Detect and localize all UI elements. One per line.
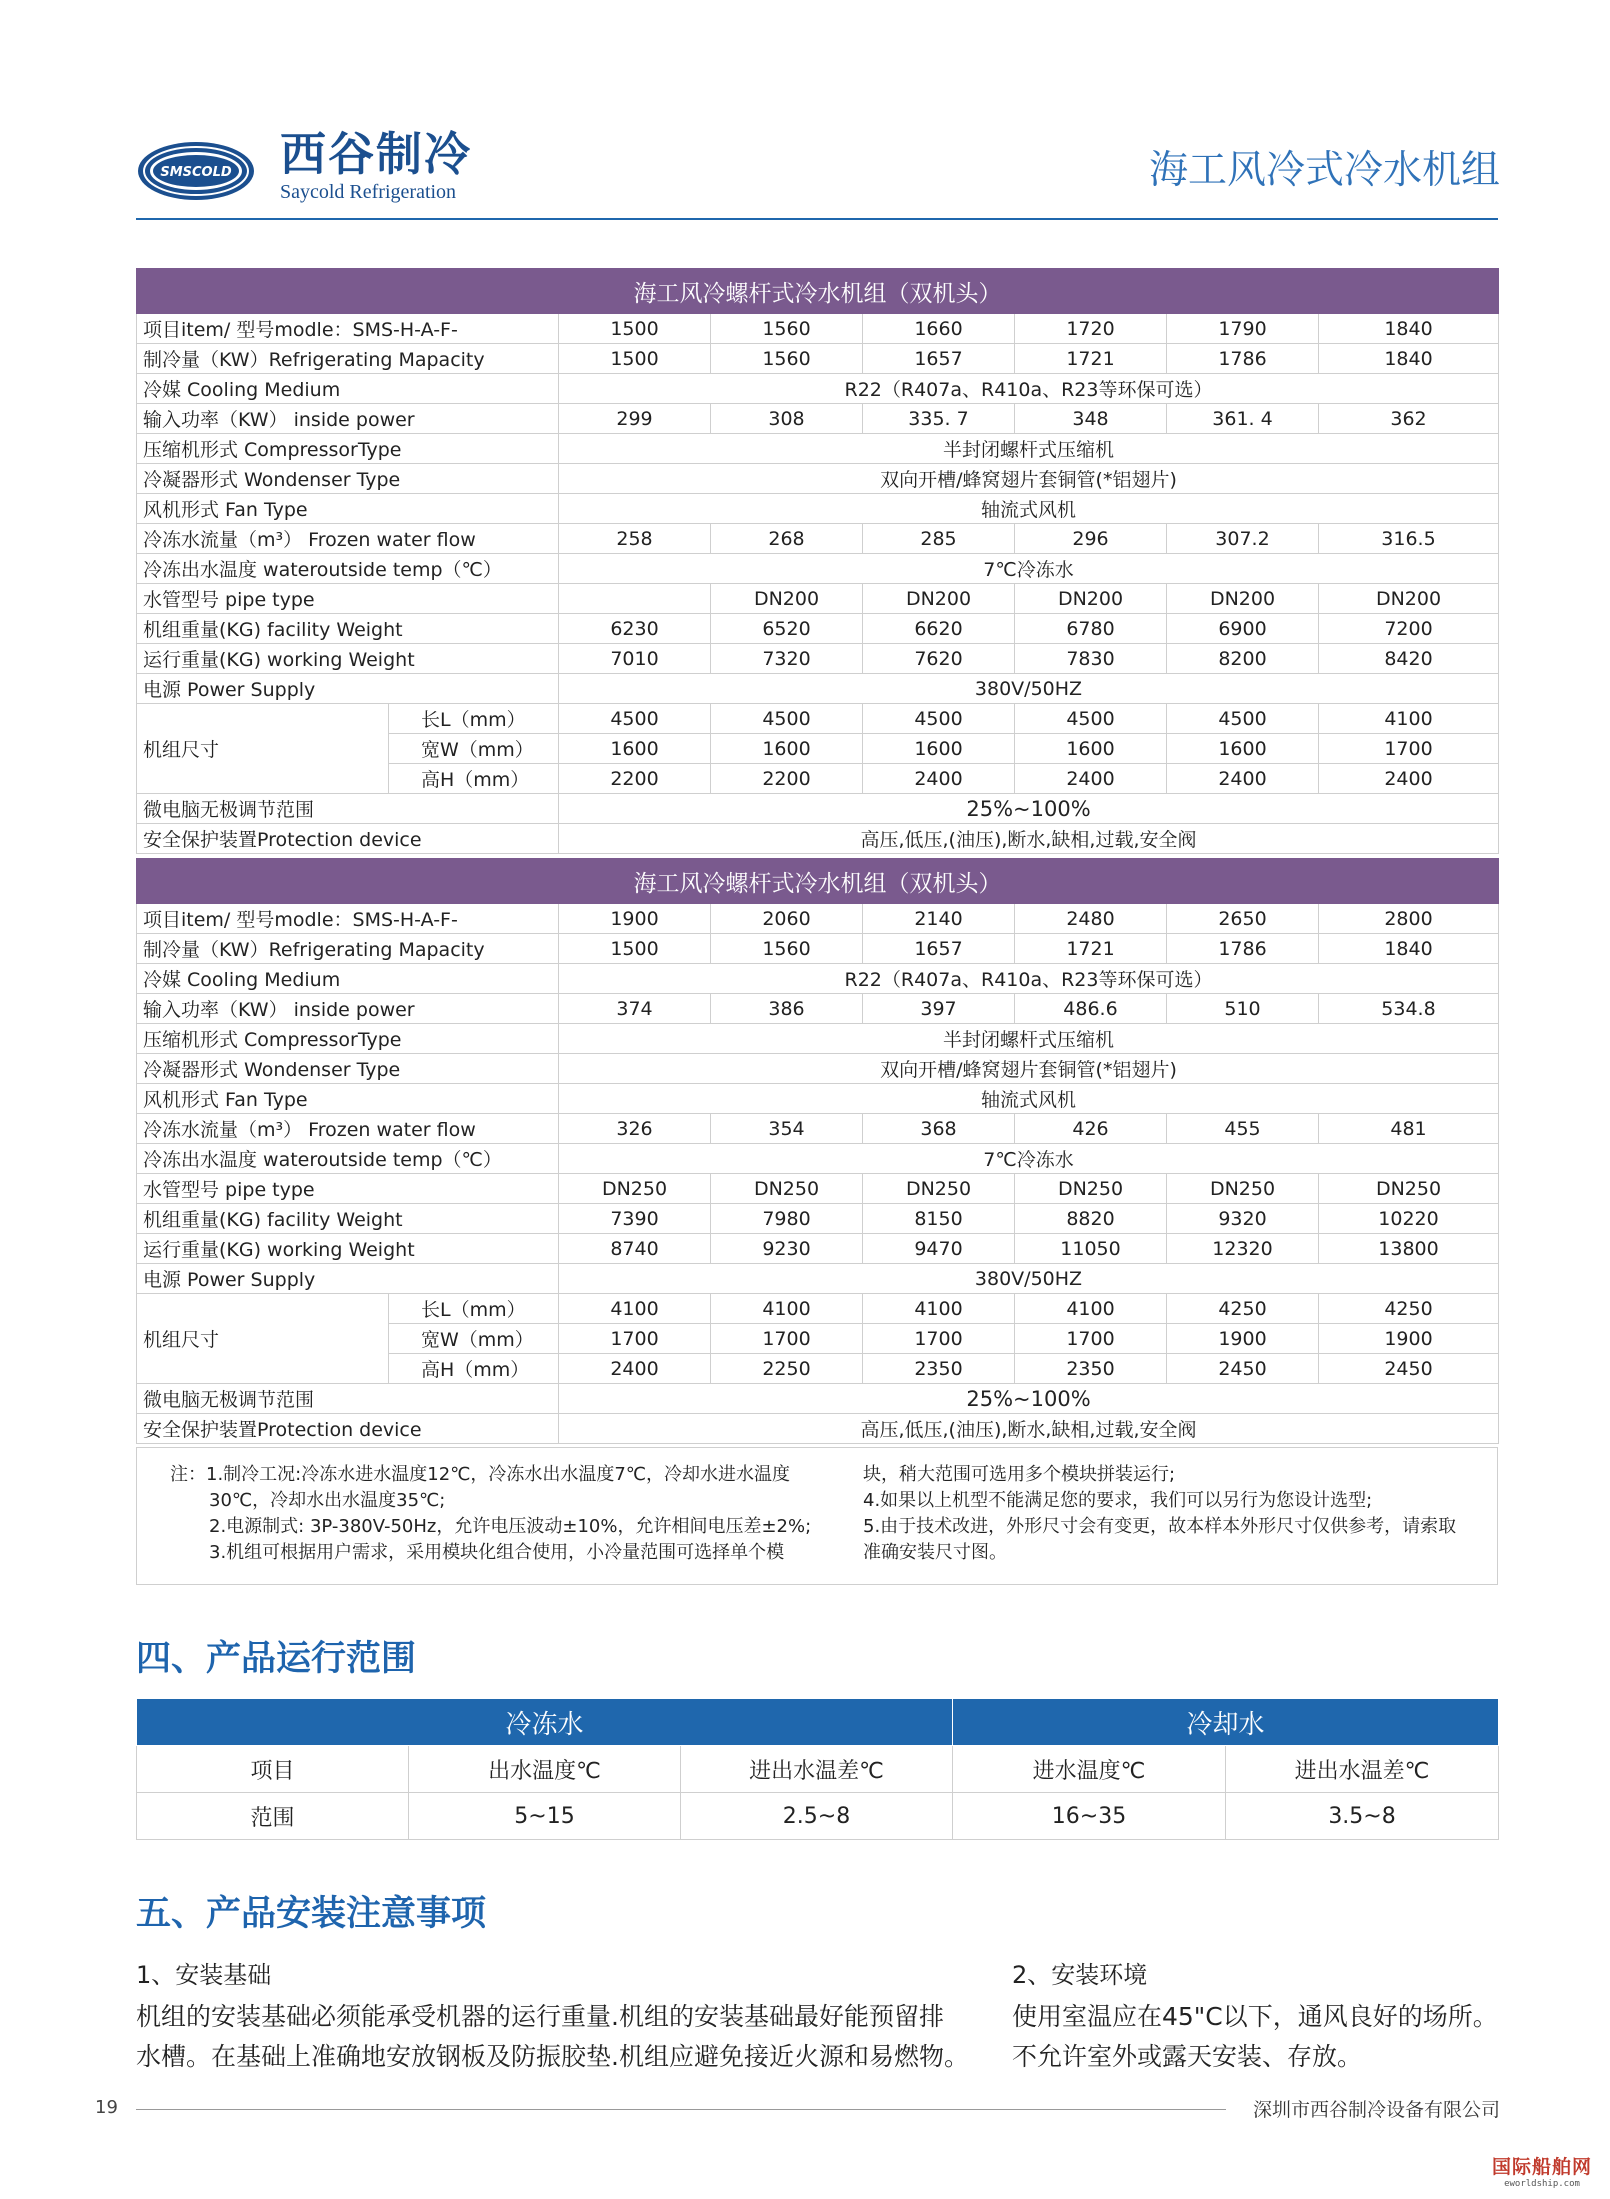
table-cell: 8740 — [559, 1234, 711, 1264]
table-cell: 半封闭螺杆式压缩机 — [559, 434, 1499, 464]
table-header-cell: 项目 — [137, 1746, 409, 1793]
table-cell: 轴流式风机 — [559, 1084, 1499, 1114]
model-cell: 1660 — [863, 314, 1015, 344]
table-cell: 1600 — [711, 734, 863, 764]
table-header-cell: 出水温度℃ — [409, 1746, 681, 1793]
row-label: 冷凝器形式 Wondenser Type — [137, 464, 559, 494]
table-cell: DN200 — [1319, 584, 1499, 614]
table-cell: 2250 — [711, 1354, 863, 1384]
table-cell: 25%~100% — [559, 794, 1499, 824]
table-cell: 4100 — [559, 1294, 711, 1324]
model-cell: 1560 — [711, 314, 863, 344]
table-cell: 481 — [1319, 1114, 1499, 1144]
install-foundation-text: 水槽。在基础上准确地安放钢板及防振胶垫.机组应避免接近火源和易燃物。 — [136, 2042, 969, 2071]
brand-name-en: Saycold Refrigeration — [280, 181, 457, 203]
row-label: 冷冻出水温度 wateroutside temp（℃） — [137, 1144, 559, 1174]
table-cell: 4500 — [559, 704, 711, 734]
table-cell: 4250 — [1167, 1294, 1319, 1324]
table-cell: 1721 — [1015, 344, 1167, 374]
row-label: 安全保护装置Protection device — [137, 824, 559, 854]
table-row — [137, 1084, 1499, 1114]
table-cell: DN200 — [711, 584, 863, 614]
row-label: 机组尺寸 — [137, 704, 389, 794]
table-cell — [559, 584, 711, 614]
table-cell: 10220 — [1319, 1204, 1499, 1234]
table-row — [137, 1174, 1499, 1204]
install-environment-text: 使用室温应在45"C以下，通风良好的场所。 — [1012, 2002, 1498, 2031]
table-cell: 1700 — [711, 1324, 863, 1354]
row-label: 风机形式 Fan Type — [137, 494, 559, 524]
table-cell: 9230 — [711, 1234, 863, 1264]
table-cell: 2350 — [1015, 1354, 1167, 1384]
table-cell: 半封闭螺杆式压缩机 — [559, 1024, 1499, 1054]
model-cell: 1790 — [1167, 314, 1319, 344]
row-label: 微电脑无极调节范围 — [137, 1384, 559, 1414]
model-cell: 1900 — [559, 904, 711, 934]
row-label: 运行重量(KG) working Weight — [137, 644, 559, 674]
model-cell: 2480 — [1015, 904, 1167, 934]
table-cell: 1500 — [559, 344, 711, 374]
svg-text:SMSCOLD: SMSCOLD — [160, 165, 232, 180]
table-row — [137, 404, 1499, 434]
table-cell: 4100 — [1319, 704, 1499, 734]
table-cell: 7℃冷冻水 — [559, 1144, 1499, 1174]
table-cell: 368 — [863, 1114, 1015, 1144]
table-cell: 2.5~8 — [681, 1793, 953, 1840]
table-row — [137, 994, 1499, 1024]
watermark — [1492, 2152, 1592, 2189]
row-label: 制冷量（KW）Refrigerating Mapacity — [137, 934, 559, 964]
table-cell: 426 — [1015, 1114, 1167, 1144]
table-row — [137, 794, 1499, 824]
spec-table-title: 海工风冷螺杆式冷水机组（双机头） — [137, 859, 1499, 904]
row-label: 项目item/ 型号modle：SMS-H-A-F- — [137, 314, 559, 344]
install-environment-heading: 2、安装环境 — [1012, 1961, 1148, 1989]
table-cell: DN250 — [863, 1174, 1015, 1204]
brand-name-cn: 西谷制冷 — [280, 127, 472, 181]
table-cell: 9470 — [863, 1234, 1015, 1264]
table-cell: R22（R407a、R410a、R23等环保可选） — [559, 374, 1499, 404]
table-cell: DN250 — [1319, 1174, 1499, 1204]
model-cell: 2800 — [1319, 904, 1499, 934]
table-cell: 3.5~8 — [1226, 1793, 1499, 1840]
model-cell: 2140 — [863, 904, 1015, 934]
table-row — [137, 674, 1499, 704]
table-cell: 1700 — [1319, 734, 1499, 764]
table-cell: 1700 — [559, 1324, 711, 1354]
table-cell: 296 — [1015, 524, 1167, 554]
watermark-cn: 国际船舶网 — [1491, 2156, 1592, 2178]
table-cell: DN200 — [1167, 584, 1319, 614]
model-cell: 1840 — [1319, 314, 1499, 344]
table-row — [137, 1204, 1499, 1234]
table-cell: 1657 — [863, 344, 1015, 374]
row-label: 冷媒 Cooling Medium — [137, 374, 559, 404]
table-row — [137, 964, 1499, 994]
note-line: 块，稍大范围可选用多个模块拼装运行; — [863, 1464, 1176, 1485]
table-cell: 1786 — [1167, 344, 1319, 374]
table-cell: 2350 — [863, 1354, 1015, 1384]
table-cell: 7620 — [863, 644, 1015, 674]
table-cell: 4500 — [1015, 704, 1167, 734]
table-cell: 2450 — [1319, 1354, 1499, 1384]
row-label: 冷媒 Cooling Medium — [137, 964, 559, 994]
table-cell: 326 — [559, 1114, 711, 1144]
table-row — [137, 464, 1499, 494]
note-line: 2.电源制式: 3P-380V-50Hz，允许电压波动±10%，允许相间电压差±2%; — [209, 1516, 812, 1537]
model-cell: 1500 — [559, 314, 711, 344]
row-label: 电源 Power Supply — [137, 1264, 559, 1294]
note-line: 3.机组可根据用户需求，采用模块化组合使用，小冷量范围可选择单个模 — [209, 1542, 785, 1563]
table-cell: 380V/50HZ — [559, 1264, 1499, 1294]
table-cell: 6520 — [711, 614, 863, 644]
table-cell: 316.5 — [1319, 524, 1499, 554]
table-cell: 486.6 — [1015, 994, 1167, 1024]
table-cell: 双向开槽/蜂窝翅片套铜管(*铝翅片) — [559, 464, 1499, 494]
table-cell: 1560 — [711, 344, 863, 374]
table-row — [137, 1384, 1499, 1414]
table-cell: 7℃冷冻水 — [559, 554, 1499, 584]
table-row — [137, 704, 1499, 734]
table-cell: 7390 — [559, 1204, 711, 1234]
table-cell: 8200 — [1167, 644, 1319, 674]
table-cell: 4100 — [1015, 1294, 1167, 1324]
table-cell: 2400 — [1167, 764, 1319, 794]
row-label: 运行重量(KG) working Weight — [137, 1234, 559, 1264]
table-cell: R22（R407a、R410a、R23等环保可选） — [559, 964, 1499, 994]
note-line: 30℃，冷却水出水温度35℃; — [209, 1490, 446, 1511]
table-cell: 12320 — [1167, 1234, 1319, 1264]
sub-label: 高H（mm） — [389, 764, 559, 794]
row-label: 水管型号 pipe type — [137, 1174, 559, 1204]
table-cell: 1600 — [1167, 734, 1319, 764]
table-row — [137, 434, 1499, 464]
row-label: 输入功率（KW） inside power — [137, 404, 559, 434]
install-environment-text: 不允许室外或露天安装、存放。 — [1012, 2042, 1363, 2071]
table-cell: 348 — [1015, 404, 1167, 434]
header-divider — [136, 218, 1498, 220]
table-row — [137, 1746, 1499, 1793]
sub-label: 长L（mm） — [389, 704, 559, 734]
table-cell: 2200 — [559, 764, 711, 794]
table-header-cell: 进水温度℃ — [953, 1746, 1226, 1793]
table-cell: 7200 — [1319, 614, 1499, 644]
table-row — [137, 1144, 1499, 1174]
table-row — [137, 554, 1499, 584]
table-header-cell: 进出水温差℃ — [1226, 1746, 1499, 1793]
table-cell: 397 — [863, 994, 1015, 1024]
row-label: 冷凝器形式 Wondenser Type — [137, 1054, 559, 1084]
table-cell: 380V/50HZ — [559, 674, 1499, 704]
sub-label: 宽W（mm） — [389, 734, 559, 764]
smscold-logo — [136, 140, 256, 202]
section-4-title: 四、产品运行范围 — [136, 1639, 417, 1679]
table-cell: 7010 — [559, 644, 711, 674]
cooling-water-header: 冷却水 — [953, 1699, 1499, 1746]
note-line: 准确安装尺寸图。 — [863, 1542, 1007, 1563]
row-label: 制冷量（KW）Refrigerating Mapacity — [137, 344, 559, 374]
table-row — [137, 524, 1499, 554]
row-label: 冷冻水流量（m³） Frozen water flow — [137, 1114, 559, 1144]
table-row — [137, 1054, 1499, 1084]
table-cell: 6230 — [559, 614, 711, 644]
model-cell: 2650 — [1167, 904, 1319, 934]
table-cell: 7980 — [711, 1204, 863, 1234]
table-cell: DN200 — [1015, 584, 1167, 614]
spec-table-title: 海工风冷螺杆式冷水机组（双机头） — [137, 269, 1499, 314]
table-row — [137, 614, 1499, 644]
row-label: 压缩机形式 CompressorType — [137, 1024, 559, 1054]
company-name: 深圳市西谷制冷设备有限公司 — [1252, 2099, 1500, 2121]
table-cell: 307.2 — [1167, 524, 1319, 554]
table-cell: 1721 — [1015, 934, 1167, 964]
model-cell: 1720 — [1015, 314, 1167, 344]
install-foundation-heading: 1、安装基础 — [136, 1961, 272, 1989]
table-cell: 16~35 — [953, 1793, 1226, 1840]
row-label: 机组重量(KG) facility Weight — [137, 614, 559, 644]
row-label: 项目item/ 型号modle：SMS-H-A-F- — [137, 904, 559, 934]
table-cell: 6780 — [1015, 614, 1167, 644]
table-cell: 6900 — [1167, 614, 1319, 644]
row-label: 安全保护装置Protection device — [137, 1414, 559, 1444]
note-line: 4.如果以上机型不能满足您的要求，我们可以另行为您设计选型; — [863, 1490, 1373, 1511]
table-cell: 6620 — [863, 614, 1015, 644]
table-cell: DN250 — [559, 1174, 711, 1204]
table-row — [137, 1294, 1499, 1324]
table-cell: 4500 — [863, 704, 1015, 734]
table-row — [137, 1114, 1499, 1144]
table-cell: 1500 — [559, 934, 711, 964]
table-cell: 4500 — [711, 704, 863, 734]
table-cell: 1700 — [1015, 1324, 1167, 1354]
watermark-en: eworldship.com — [1504, 2179, 1580, 2189]
table-cell: DN250 — [1167, 1174, 1319, 1204]
table-cell: 308 — [711, 404, 863, 434]
spec-table-1 — [136, 268, 1499, 854]
table-cell: 高压,低压,(油压),断水,缺相,过载,安全阀 — [559, 824, 1499, 854]
table-cell: 1657 — [863, 934, 1015, 964]
table-cell: 2400 — [1015, 764, 1167, 794]
table-cell: 335. 7 — [863, 404, 1015, 434]
table-cell: 386 — [711, 994, 863, 1024]
table-cell: 高压,低压,(油压),断水,缺相,过载,安全阀 — [559, 1414, 1499, 1444]
table-cell: 285 — [863, 524, 1015, 554]
table-cell: 534.8 — [1319, 994, 1499, 1024]
table-cell: 268 — [711, 524, 863, 554]
table-cell: 1900 — [1167, 1324, 1319, 1354]
table-cell: 1600 — [559, 734, 711, 764]
row-label: 水管型号 pipe type — [137, 584, 559, 614]
note-line: 注：1.制冷工况:冷冻水进水温度12℃，冷冻水出水温度7℃，冷却水进水温度 — [170, 1464, 791, 1485]
table-cell: 7320 — [711, 644, 863, 674]
table-cell: 双向开槽/蜂窝翅片套铜管(*铝翅片) — [559, 1054, 1499, 1084]
table-row — [137, 584, 1499, 614]
page-number: 19 — [95, 2097, 118, 2118]
table-cell: 1786 — [1167, 934, 1319, 964]
table-cell: 8150 — [863, 1204, 1015, 1234]
table-cell: 510 — [1167, 994, 1319, 1024]
table-cell: 25%~100% — [559, 1384, 1499, 1414]
table-cell: DN250 — [1015, 1174, 1167, 1204]
table-row — [137, 1024, 1499, 1054]
table-row — [137, 644, 1499, 674]
spec-table-2 — [136, 858, 1499, 1444]
table-cell: 2200 — [711, 764, 863, 794]
table-cell: 4100 — [863, 1294, 1015, 1324]
row-label: 冷冻出水温度 wateroutside temp（℃） — [137, 554, 559, 584]
table-cell: 2400 — [863, 764, 1015, 794]
table-row — [137, 494, 1499, 524]
table-cell: 9320 — [1167, 1204, 1319, 1234]
table-cell: 8420 — [1319, 644, 1499, 674]
table-header-cell: 进出水温差℃ — [681, 1746, 953, 1793]
table-row — [137, 314, 1499, 344]
sub-label: 宽W（mm） — [389, 1324, 559, 1354]
table-cell: 455 — [1167, 1114, 1319, 1144]
page-heading: 海工风冷式冷水机组 — [1148, 148, 1500, 193]
table-cell: 2400 — [559, 1354, 711, 1384]
table-cell: 1600 — [863, 734, 1015, 764]
table-cell: 374 — [559, 994, 711, 1024]
sub-label: 长L（mm） — [389, 1294, 559, 1324]
table-row — [137, 824, 1499, 854]
table-cell: 8820 — [1015, 1204, 1167, 1234]
row-label: 风机形式 Fan Type — [137, 1084, 559, 1114]
table-cell: 299 — [559, 404, 711, 434]
table-row — [137, 1264, 1499, 1294]
table-cell: 7830 — [1015, 644, 1167, 674]
table-row — [137, 1793, 1499, 1840]
table-row — [137, 344, 1499, 374]
note-line: 5.由于技术改进，外形尺寸会有变更，故本样本外形尺寸仅供参考，请索取 — [863, 1516, 1457, 1537]
install-foundation-text: 机组的安装基础必须能承受机器的运行重量.机组的安装基础最好能预留排 — [136, 2002, 944, 2031]
table-cell: 11050 — [1015, 1234, 1167, 1264]
table-cell: 1700 — [863, 1324, 1015, 1354]
table-cell: DN200 — [863, 584, 1015, 614]
table-cell: 361. 4 — [1167, 404, 1319, 434]
table-cell: 1840 — [1319, 344, 1499, 374]
model-cell: 2060 — [711, 904, 863, 934]
table-cell: 轴流式风机 — [559, 494, 1499, 524]
row-label: 机组尺寸 — [137, 1294, 389, 1384]
table-cell: 258 — [559, 524, 711, 554]
table-row — [137, 374, 1499, 404]
table-cell: 354 — [711, 1114, 863, 1144]
row-label: 压缩机形式 CompressorType — [137, 434, 559, 464]
table-row — [137, 934, 1499, 964]
table-cell: 2450 — [1167, 1354, 1319, 1384]
sub-label: 高H（mm） — [389, 1354, 559, 1384]
row-label: 电源 Power Supply — [137, 674, 559, 704]
table-cell: 1600 — [1015, 734, 1167, 764]
table-row — [137, 904, 1499, 934]
notes-box — [136, 1447, 1498, 1585]
table-cell: 5~15 — [409, 1793, 681, 1840]
table-cell: 1900 — [1319, 1324, 1499, 1354]
table-cell: 13800 — [1319, 1234, 1499, 1264]
table-row — [137, 1234, 1499, 1264]
table-cell: 362 — [1319, 404, 1499, 434]
table-cell: 范围 — [137, 1793, 409, 1840]
table-cell: 2400 — [1319, 764, 1499, 794]
table-cell: 1840 — [1319, 934, 1499, 964]
row-label: 冷冻水流量（m³） Frozen water flow — [137, 524, 559, 554]
section-5-title: 五、产品安装注意事项 — [136, 1894, 487, 1934]
operating-range-table — [136, 1698, 1499, 1840]
chilled-water-header: 冷冻水 — [137, 1699, 953, 1746]
row-label: 输入功率（KW） inside power — [137, 994, 559, 1024]
table-cell: 4100 — [711, 1294, 863, 1324]
footer-divider — [136, 2109, 1226, 2110]
row-label: 机组重量(KG) facility Weight — [137, 1204, 559, 1234]
table-cell: 4250 — [1319, 1294, 1499, 1324]
table-row — [137, 1414, 1499, 1444]
table-cell: DN250 — [711, 1174, 863, 1204]
table-cell: 4500 — [1167, 704, 1319, 734]
row-label: 微电脑无极调节范围 — [137, 794, 559, 824]
table-cell: 1560 — [711, 934, 863, 964]
